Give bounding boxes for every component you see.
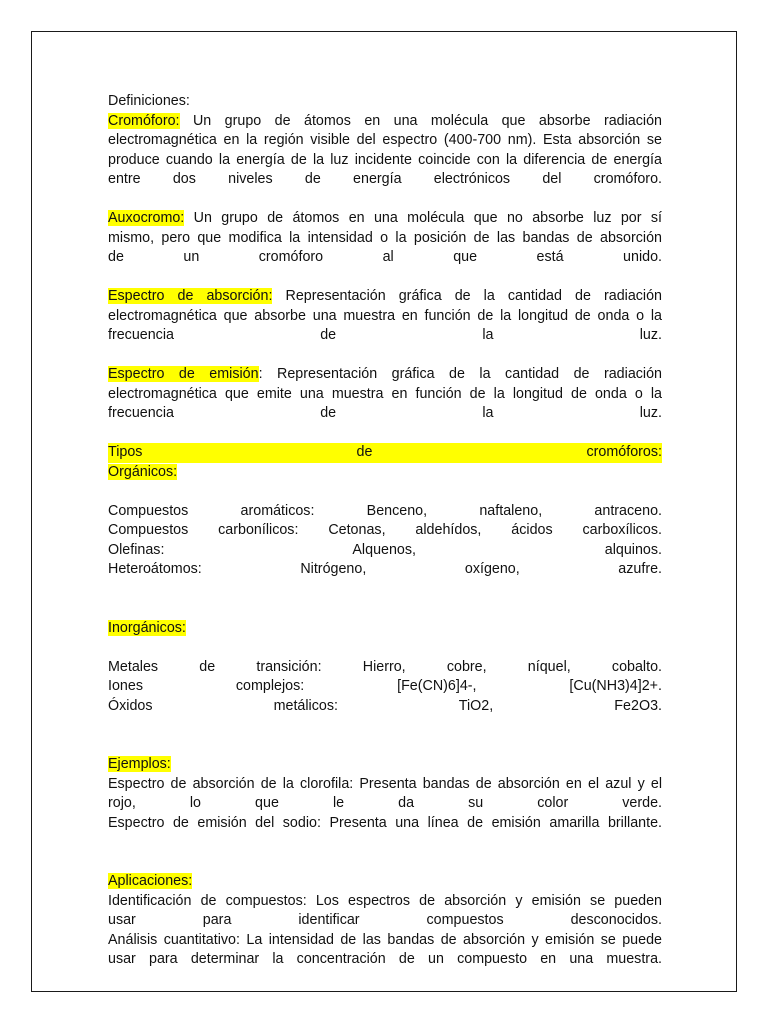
- inorganico-item: Óxidos metálicos: TiO2, Fe2O3.: [108, 697, 662, 714]
- organico-item: Olefinas: Alquenos, alquinos.: [108, 541, 662, 558]
- inorganico-item: Metales de transición: Hierro, cobre, níquel, cobalto.: [108, 658, 662, 675]
- aplicacion-line: usar para determinar la concentración de un compuesto en una muestra.: [108, 951, 662, 967]
- ejemplo-line: Espectro de emisión del sodio: Presenta una línea de emisión amarilla brillante.: [108, 814, 662, 831]
- organico-item: Compuestos aromáticos: Benceno, naftaleno, antraceno.: [108, 502, 662, 519]
- aplicacion-line: usar para identificar compuestos desconocidos.: [108, 912, 662, 928]
- definition-cromoforo-line-2: electromagnética en la región visible del espectro (400-700 nm). Esta absorción se: [108, 132, 662, 148]
- ejemplo-line: rojo, lo que le da su color verde.: [108, 795, 662, 811]
- tipos-title: Tipos de cromóforos:: [108, 443, 662, 463]
- term-auxocromo: Auxocromo:: [108, 210, 185, 226]
- definition-absorcion-line-3: frecuencia de la luz.: [108, 327, 662, 343]
- term-espectro-emision: Espectro de emisión: [108, 366, 259, 382]
- organico-item: Compuestos carbonílicos: Cetonas, aldehídos, ácidos carboxílicos.: [108, 522, 662, 538]
- definition-cromoforo-line-3: produce cuando la energía de la luz incidente coincide con la diferencia de energía: [108, 151, 662, 168]
- definition-emision-line-3: frecuencia de la luz.: [108, 405, 662, 421]
- definition-auxocromo-line-3: de un cromóforo al que está unido.: [108, 249, 662, 265]
- aplicaciones-label: Aplicaciones:: [108, 873, 193, 889]
- organicos-label: Orgánicos:: [108, 463, 178, 480]
- definition-cromoforo-line-4: entre dos niveles de energía electrónicos del cromóforo.: [108, 171, 662, 187]
- definition-auxocromo-line-2: mismo, pero que modifica la intensidad o la posición de las bandas de absorción: [108, 229, 662, 246]
- organico-item: Heteroátomos: Nitrógeno, oxígeno, azufre.: [108, 561, 662, 577]
- inorganico-item: Iones complejos: [Fe(CN)6]4-, [Cu(NH3)4]2+.: [108, 678, 662, 694]
- definition-auxocromo-line-1: Auxocromo: Un grupo de átomos en una molécula que no absorbe luz por sí: [108, 210, 662, 226]
- section-heading: Definiciones:: [108, 93, 190, 109]
- ejemplo-line: Espectro de absorción de la clorofila: Presenta bandas de absorción en el azul y el: [108, 775, 662, 792]
- definition-absorcion-line-1: Espectro de absorción: Representación gráfica de la cantidad de radiación: [108, 288, 662, 304]
- document-page: [31, 31, 737, 992]
- definition-emision-line-1: Espectro de emisión: Representación gráfica de la cantidad de radiación: [108, 366, 662, 382]
- aplicacion-line: Análisis cuantitativo: La intensidad de las bandas de absorción y emisión se puede: [108, 931, 662, 948]
- inorganicos-label: Inorgánicos:: [108, 619, 186, 636]
- definition-emision-line-2: electromagnética que emite una muestra en función de la longitud de onda o la: [108, 385, 662, 402]
- term-cromoforo: Cromóforo:: [108, 112, 180, 129]
- aplicacion-line: Identificación de compuestos: Los espectros de absorción y emisión se pueden: [108, 892, 662, 909]
- definition-absorcion-line-2: electromagnética que absorbe una muestra en función de la longitud de onda o la: [108, 307, 662, 324]
- document-body: [108, 92, 662, 970]
- definition-cromoforo-line-1: Cromóforo: Un grupo de átomos en una molécula que absorbe radiación: [108, 112, 662, 129]
- ejemplos-label: Ejemplos:: [108, 756, 171, 772]
- term-espectro-absorcion: Espectro de absorción:: [108, 288, 273, 304]
